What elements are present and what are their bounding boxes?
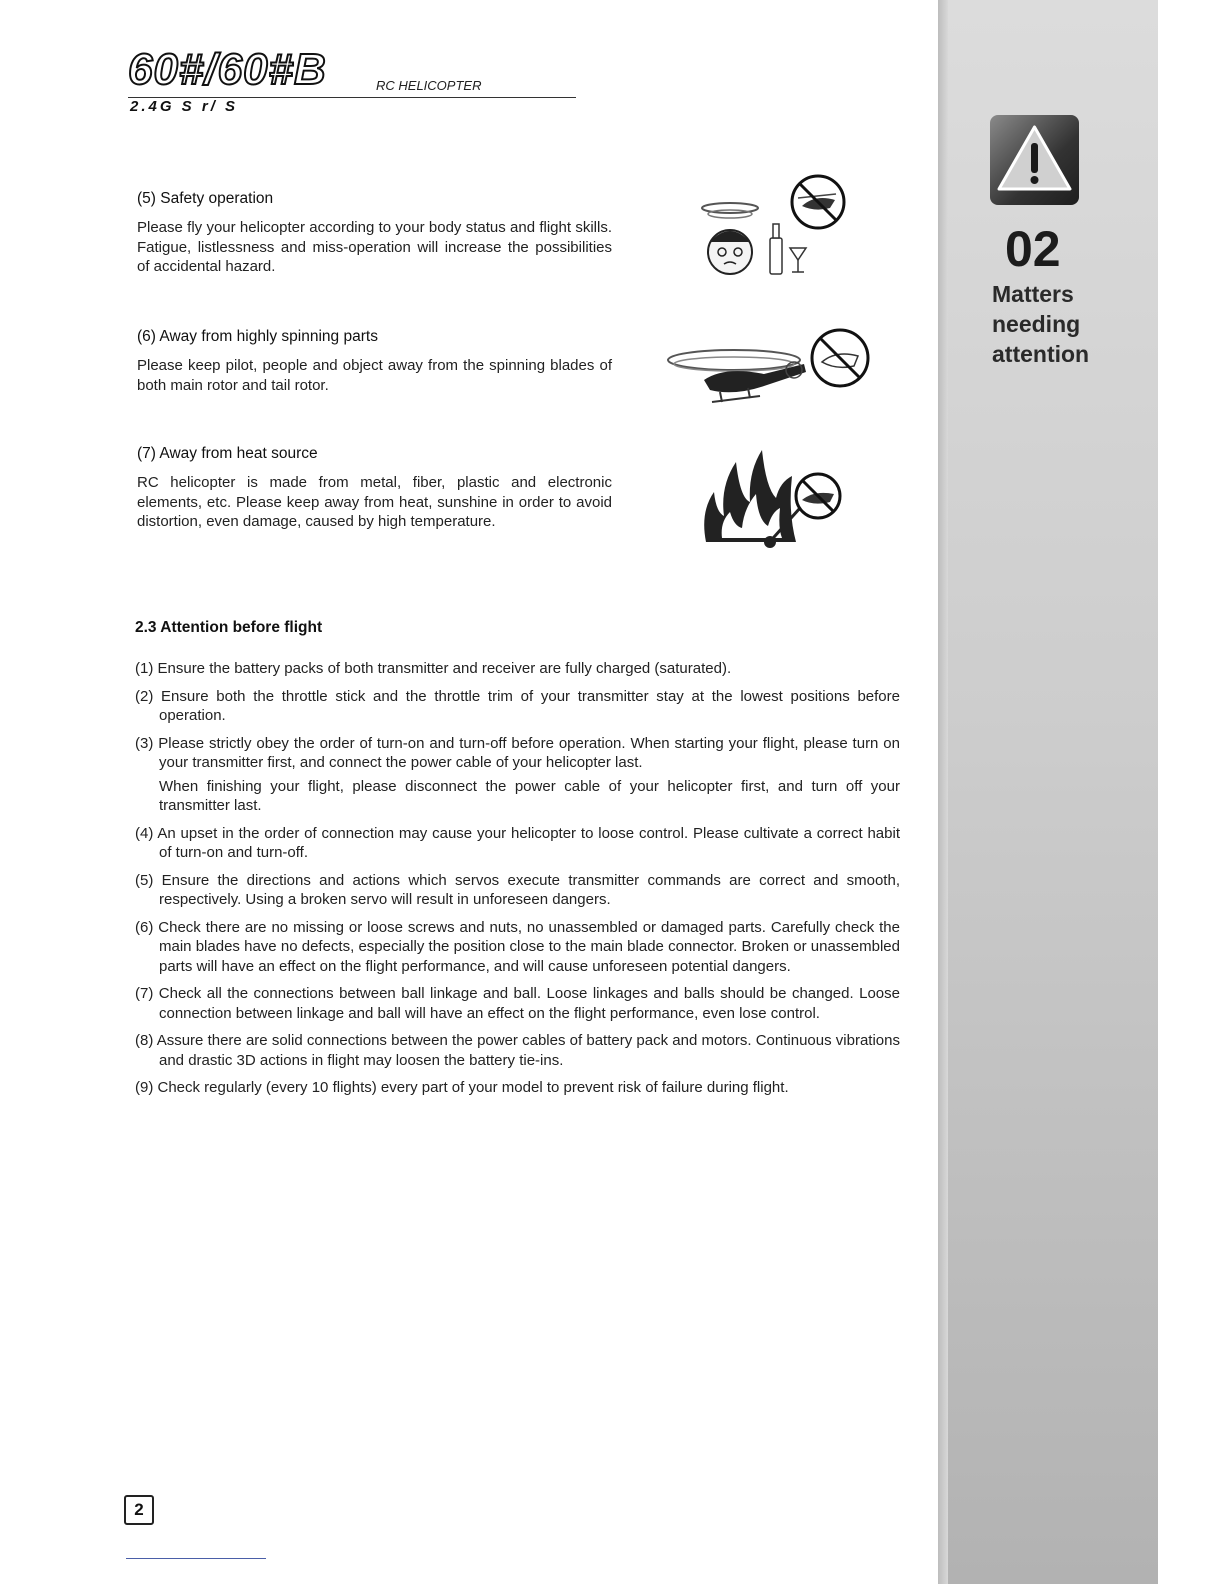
section-title: (6) Away from highly spinning parts [137, 328, 378, 345]
section-body: Please fly your helicopter according to your body status and flight skills. Fatigue, listlessness and miss-operation will increase the possibilities of accidental hazard. [137, 219, 612, 275]
list-item: (7) Check all the connections between ball linkage and ball. Loose linkages and balls should be changed. Loose connection between linkage and ball will have an effect on the flight performance, even lose control. [135, 985, 900, 1022]
attention-list [135, 659, 900, 1106]
footer-rule [126, 1558, 266, 1559]
sidebar-edge [938, 0, 948, 1584]
chapter-number: 02 [1005, 221, 1061, 277]
model-logo: 60#/60#B [128, 45, 327, 94]
series-logo: 2.4G S r/ S [130, 98, 239, 115]
product-label: RC HELICOPTER [376, 78, 482, 93]
list-item: (1) Ensure the battery packs of both transmitter and receiver are fully charged (saturated). [135, 660, 732, 677]
list-item: (6) Check there are no missing or loose screws and nuts, no unassembled or damaged parts. Carefully check the main blades have no defects, especially the position close to the main blade connector. Broken or unassembled parts will have an effect on the flight performance, and will cause unforeseen potential dangers. [135, 918, 900, 975]
list-item: (8) Assure there are solid connections between the power cables of battery pack and motors. Continuous vibrations and drastic 3D actions in flight may loosen the battery tie-ins. [135, 1032, 900, 1069]
attention-heading: 2.3 Attention before flight [135, 619, 323, 636]
list-item: (3) Please strictly obey the order of turn-on and turn-off before operation. When starting your flight, please turn on your transmitter first, and connect the power cable of your helicopter last. When finishing your flight, please disconnect the power cable of your helicopter first, and turn off your transmitter last. [135, 734, 900, 814]
section-heat-source [137, 445, 612, 532]
page-number: 2 [124, 1495, 154, 1525]
section-title: (5) Safety operation [137, 190, 274, 207]
section-title: (7) Away from heat source [137, 445, 318, 462]
section-spinning-parts [137, 328, 612, 395]
section-body: RC helicopter is made from metal, fiber, plastic and electronic elements, etc. Please keep away from heat, sunshine in order to avoid distortion, even damage, caused by high temperature. [137, 474, 612, 530]
list-item: (5) Ensure the directions and actions which servos execute transmitter commands are correct and smooth, respectively. Using a broken servo will result in unforeseen dangers. [135, 871, 900, 908]
heat-flame-illustration [696, 442, 846, 554]
warning-badge [990, 115, 1079, 205]
warning-triangle-icon [990, 115, 1079, 205]
brand-header [128, 45, 482, 115]
spinning-rotor-illustration [664, 322, 874, 422]
fatigue-drink-no-fly-illustration [690, 172, 880, 290]
list-item: (9) Check regularly (every 10 flights) every part of your model to prevent risk of failure during flight. [135, 1079, 789, 1096]
chapter-title: Matters needing attention [992, 281, 1090, 367]
list-item: (2) Ensure both the throttle stick and the throttle trim of your transmitter stay at the lowest positions before operation. [135, 687, 900, 724]
list-item: (4) An upset in the order of connection may cause your helicopter to loose control. Please cultivate a correct habit of turn-on and turn-off. [135, 824, 900, 861]
section-body: Please keep pilot, people and object away from the spinning blades of both main rotor and tail rotor. [137, 357, 612, 394]
section-safety-operation [137, 190, 612, 277]
